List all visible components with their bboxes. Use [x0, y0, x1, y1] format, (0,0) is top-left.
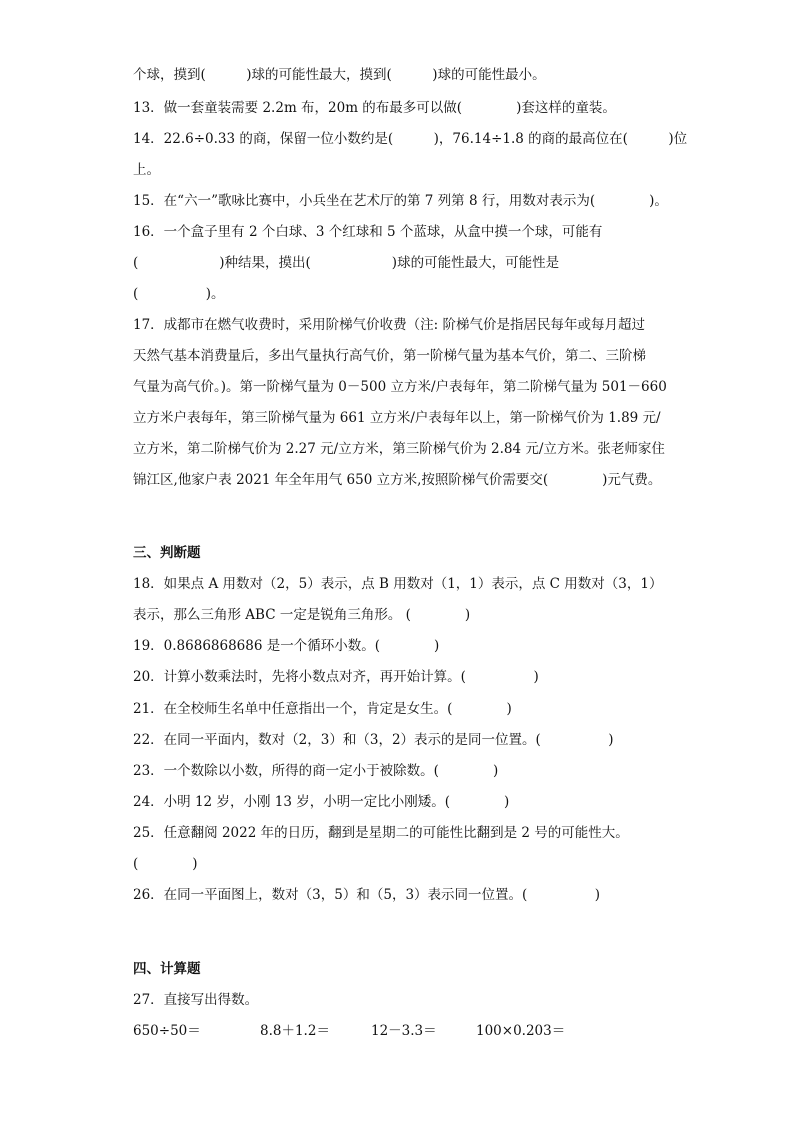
question-27: 27．直接写出得数。	[133, 992, 259, 1008]
question-19: 19．0.8686868686 是一个循环小数。( )	[133, 638, 440, 654]
question-16: 16．一个盒子里有 2 个白球、3 个红球和 5 个蓝球，从盒中摸一个球，可能有	[133, 224, 603, 240]
question-18-cont: 表示，那么三角形 ABC 一定是锐角三角形。 ( )	[133, 607, 471, 623]
question-14: 14．22.6÷0.33 的商，保留一位小数约是( )，76.14÷1.8 的商的最高位在( )位	[133, 131, 688, 147]
calc-item: 12－3.3＝	[371, 1023, 437, 1039]
question-14-cont: 上。	[133, 162, 160, 178]
question-17: 17．成都市在燃气收费时，采用阶梯气价收费（注: 阶梯气价是指居民每年或每月超过	[133, 317, 646, 333]
question-24: 24．小明 12 岁，小刚 13 岁，小明一定比小刚矮。( )	[133, 794, 510, 810]
question-25: 25．任意翻阅 2022 年的日历，翻到是星期二的可能性比翻到是 2 号的可能性大。	[133, 825, 629, 841]
question-17-cont: 天然气基本消费量后，多出气量执行高气价，第一阶梯气量为基本气价，第二、三阶梯	[133, 348, 646, 364]
question-17-cont: 立方米户表每年，第三阶梯气量为 661 立方米/户表每年以上，第一阶梯气价为 1.89 元/	[133, 410, 661, 426]
question-20: 20．计算小数乘法时，先将小数点对齐，再开始计算。( )	[133, 669, 539, 685]
question-18: 18．如果点 A 用数对（2，5）表示，点 B 用数对（1，1）表示，点 C 用数对（3，1）	[133, 576, 663, 592]
question-13: 13．做一套童装需要 2.2m 布，20m 的布最多可以做( )套这样的童装。	[133, 100, 616, 116]
q12-continuation: 个球，摸到( )球的可能性最大，摸到( )球的可能性最小。	[133, 67, 546, 83]
question-22: 22．在同一平面内，数对（2，3）和（3，2）表示的是同一位置。( )	[133, 732, 614, 748]
question-26: 26．在同一平面图上，数对（3，5）和（5，3）表示同一位置。( )	[133, 887, 601, 903]
calc-item: 100×0.203＝	[476, 1023, 566, 1039]
calc-item: 8.8＋1.2＝	[260, 1023, 330, 1039]
question-17-cont: 锦江区,他家户表 2021 年全年用气 650 立方米,按照阶梯气价需要交( )元气费。	[133, 472, 662, 488]
section-heading-judgement: 三、判断题	[133, 545, 201, 561]
question-21: 21．在全校师生名单中任意指出一个，肯定是女生。( )	[133, 701, 512, 717]
question-16-cont: ( )种结果，摸出( )球的可能性最大，可能性是	[133, 255, 560, 271]
question-17-cont: 气量为高气价。)。第一阶梯气量为 0－500 立方米/户表每年，第二阶梯气量为 501－660	[133, 379, 667, 395]
calc-item: 650÷50＝	[133, 1023, 201, 1039]
section-heading-calculation: 四、计算题	[133, 961, 201, 977]
question-25-cont: ( )	[133, 856, 198, 872]
question-23: 23．一个数除以小数，所得的商一定小于被除数。( )	[133, 763, 499, 779]
question-15: 15．在“六一”歌咏比赛中，小兵坐在艺术厅的第 7 列第 8 行，用数对表示为( )。	[133, 193, 668, 209]
question-17-cont: 立方米，第二阶梯气价为 2.27 元/立方米，第三阶梯气价为 2.84 元/立方米。张老师家住	[133, 441, 665, 457]
question-16-cont2: ( )。	[133, 286, 225, 302]
